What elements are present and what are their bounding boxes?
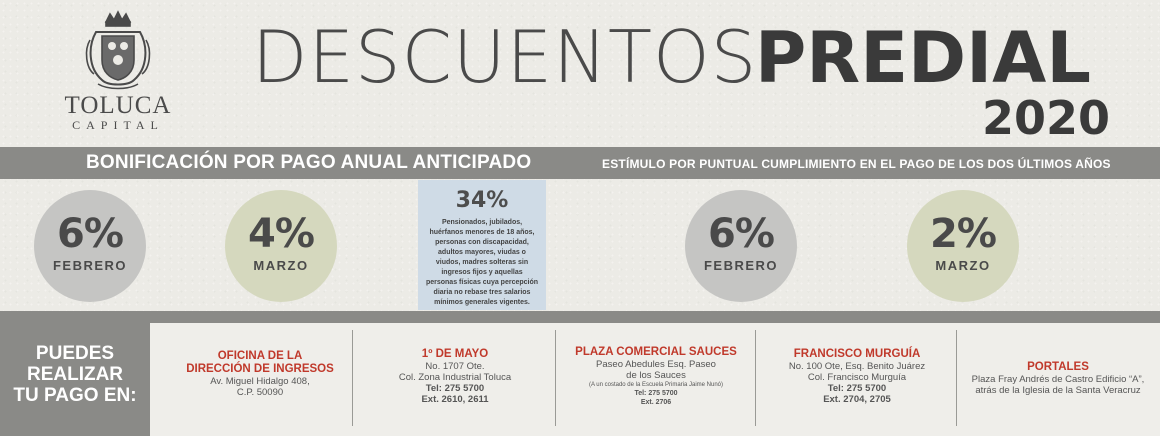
coat-of-arms-icon [84,10,152,92]
discount-percent: 2% [930,211,996,257]
discount-month: FEBRERO [52,258,128,273]
office-address: No. 1707 Ote. [425,361,485,372]
annual-bonus-heading: BONIFICACIÓN POR PAGO ANUAL ANTICIPADO [86,152,532,173]
logo-subtitle: CAPITAL [72,118,164,132]
office-address: No. 100 Ote, Esq. Benito Juárez [788,361,926,372]
discount-month: FEBRERO [703,258,779,273]
pay-here-panel [0,311,150,436]
title-bold: PREDIAL [755,17,1091,99]
discount-percent: 4% [248,211,314,257]
special-discount-description: Pensionados, jubilados, huérfanos menores de 18 años, personas con discapacidad, adultos mayores, viudas o viudos, madres solteras sin ingresos fijos y aquellas personas físicas cuya percepción diaria no rebase tres salarios mínimos generales vigentes. [425,219,539,306]
office-name: OFICINA DE LA [217,350,303,362]
punctual-stimulus-heading: ESTÍMULO POR PUNTUAL CUMPLIMIENTO EN EL PAGO DE LOS DOS ÚLTIMOS AÑOS [602,157,1111,171]
office-divider [352,330,353,426]
logo-name: TOLUCA [64,92,172,119]
discount-circle [685,190,797,302]
pay-here-label: PUEDES REALIZAR TU PAGO EN: [13,343,137,406]
office-item [362,348,548,405]
office-divider [555,330,556,426]
office-address: atrás de la Iglesia de la Santa Veracruz [975,385,1141,396]
office-extension: Ext. 2706 [640,399,672,406]
discount-month: MARZO [935,258,991,273]
office-item [762,348,952,405]
office-address: de los Sauces [626,370,686,381]
office-name: DIRECCIÓN DE INGRESOS [186,363,334,375]
office-name: 1º DE MAYO [421,348,489,360]
office-item [562,346,750,407]
discount-circle [34,190,146,302]
office-note: (A un costado de la Escuela Primaria Jaime Nunó) [588,382,724,388]
bottom-top-strip [150,311,1160,323]
office-name: FRANCISCO MURGUÍA [793,348,921,360]
title-light: DESCUENTOS [252,15,758,99]
office-address: Plaza Fray Andrés de Castro Edificio “A”, [971,374,1145,385]
office-address: Col. Zona Industrial Toluca [398,372,512,383]
office-address: Col. Francisco Murguía [807,372,907,383]
office-divider [755,330,756,426]
toluca-logo [62,10,174,132]
discount-circle [225,190,337,302]
special-discount-box [418,180,546,310]
title-year: 2020 [982,91,1111,145]
office-divider [956,330,957,426]
discount-month: MARZO [253,258,309,273]
discount-percent: 6% [708,211,774,257]
office-extension: Ext. 2704, 2705 [823,394,891,405]
office-address: Paseo Abedules Esq. Paseo [596,359,716,370]
office-item [180,350,340,398]
office-extension: Ext. 2610, 2611 [421,394,489,405]
office-address: Av. Miguel Hidalgo 408, [210,376,310,387]
discount-percent: 6% [57,211,123,257]
discount-circle [907,190,1019,302]
office-name: PLAZA COMERCIAL SAUCES [575,346,737,358]
office-phone: Tel: 275 5700 [827,383,887,394]
special-discount-percent: 34% [455,188,509,213]
office-address: C.P. 50090 [236,387,284,398]
office-phone: Tel: 275 5700 [425,383,485,394]
office-item [958,361,1158,396]
office-phone: Tel: 275 5700 [634,390,678,397]
office-name: PORTALES [1027,361,1089,373]
